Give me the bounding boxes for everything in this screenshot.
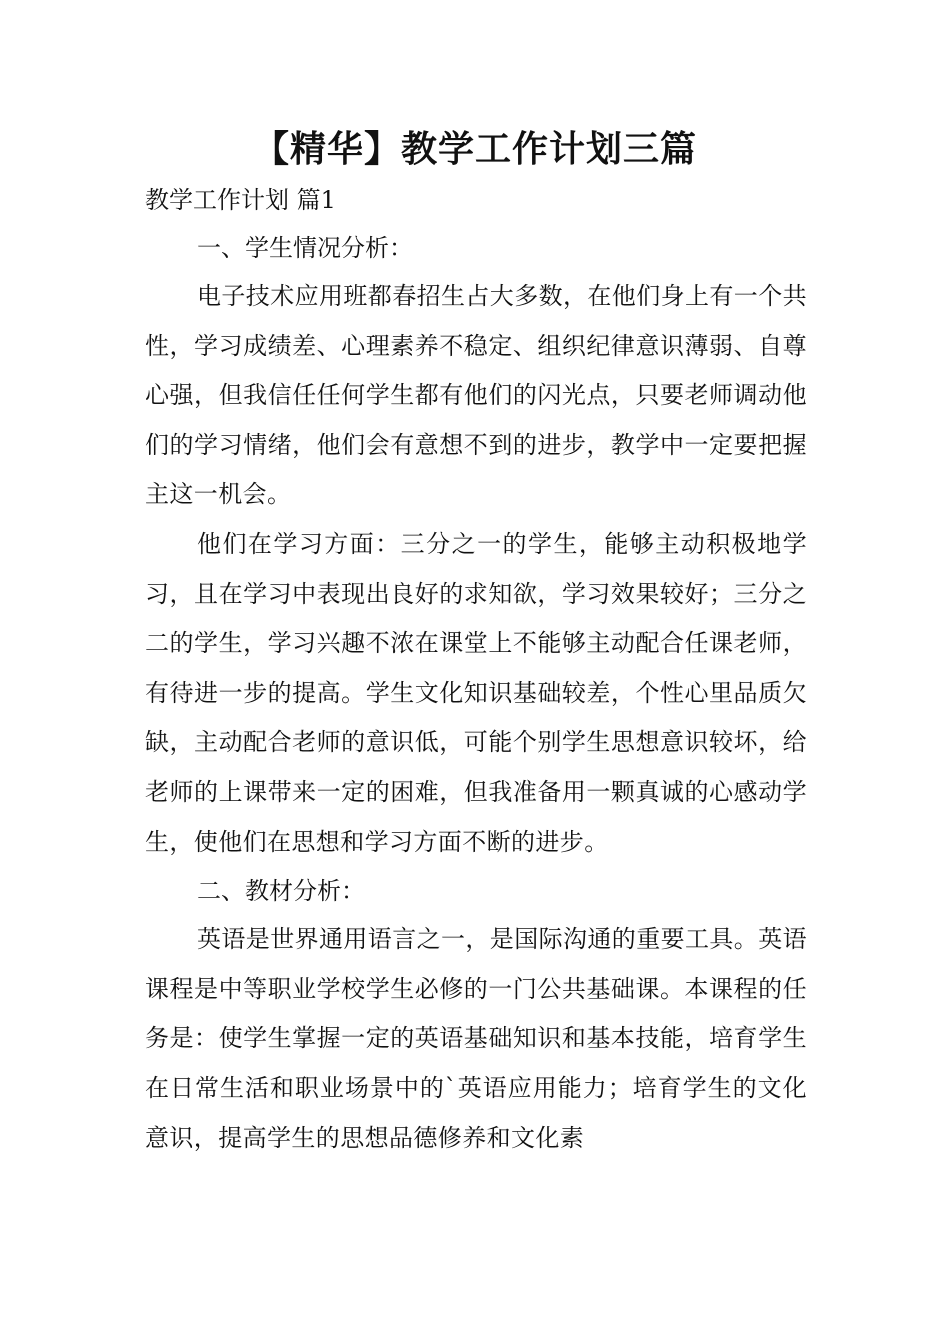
document-title: 【精华】教学工作计划三篇 [252, 129, 697, 170]
paragraph-3: 英语是世界通用语言之一，是国际沟通的重要工具。英语课程是中等职业学校学生必修的一门公共基础课。本课程的任务是：使学生掌握一定的英语基础知识和基本技能，培育学生在日常生活和职业场景中的`英语应用能力；培育学生的文化意识，提高学生的思想品德修养和文化素 [145, 925, 807, 1152]
section2-heading: 二、教材分析： [197, 877, 365, 906]
section1-heading: 一、学生情况分析： [197, 234, 413, 262]
document-body [145, 176, 807, 1163]
paragraph-2: 他们在学习方面：三分之一的学生，能够主动积极地学习，且在学习中表现出良好的求知欲，学习效果较好；三分之二的学生，学习兴趣不浓在课堂上不能够主动配合任课老师，有待进一步的提高。学生文化知识基础较差，个性心里品质欠缺，主动配合老师的意识低，可能个别学生思想意识较坏，给老师的上课带来一定的困难，但我准备用一颗真诚的心感动学生，使他们在思想和学习方面不断的进步。 [145, 529, 807, 856]
section-subtitle: 教学工作计划 篇1 [145, 186, 336, 214]
paragraph-1: 电子技术应用班都春招生占大多数，在他们身上有一个共性，学习成绩差、心理素养不稳定、组织纪律意识薄弱、自尊心强，但我信任任何学生都有他们的闪光点，只要老师调动他们的学习情绪，他们会有意想不到的进步，教学中一定要把握主这一机会。 [145, 282, 807, 509]
